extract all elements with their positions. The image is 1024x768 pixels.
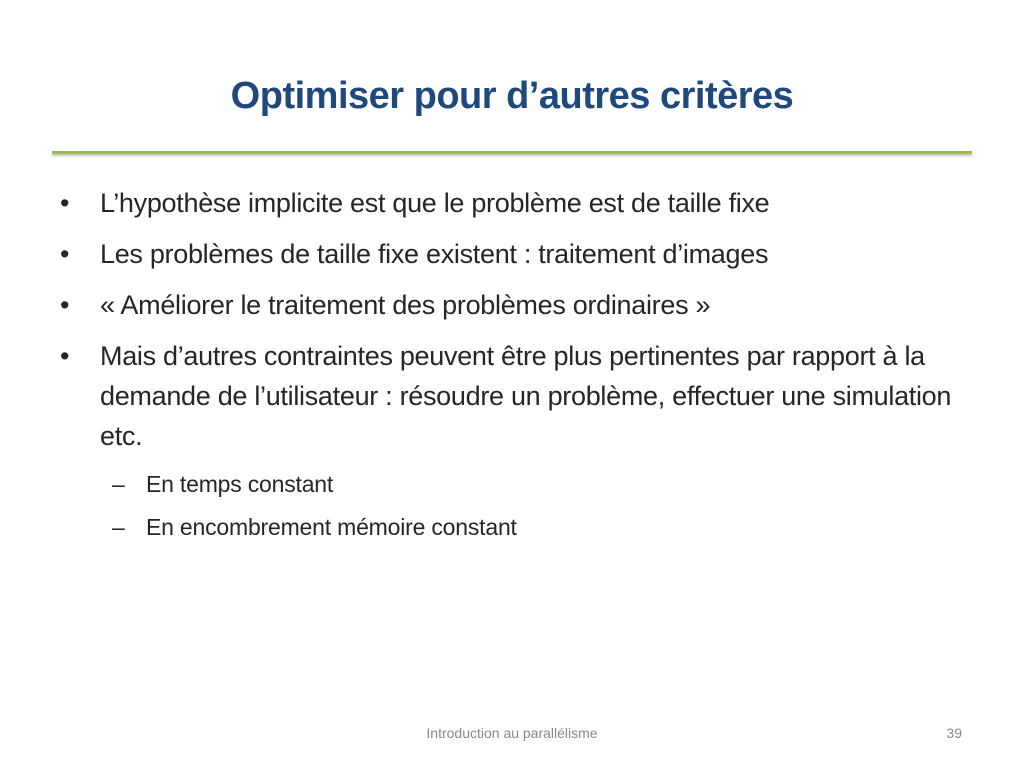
bullet-text: « Améliorer le traitement des problèmes ordinaires » xyxy=(100,290,711,320)
slide-footer: Introduction au parallélisme xyxy=(426,725,598,741)
bullet-item xyxy=(58,183,978,223)
title-divider xyxy=(52,151,972,154)
bullet-marker: • xyxy=(60,239,70,269)
bullet-marker: • xyxy=(60,188,70,218)
bullet-text: Mais d’autres contraintes peuvent être plus pertinentes par rapport à la demande de l’utilisateur : résoudre un problème, effectuer une simulation etc. xyxy=(100,341,952,451)
sub-bullet-text: En temps constant xyxy=(146,471,334,497)
sub-bullet-marker: – xyxy=(112,514,125,540)
page-number: 39 xyxy=(946,725,962,741)
slide-body xyxy=(58,183,978,553)
sub-bullet-marker: – xyxy=(112,471,125,497)
bullet-marker: • xyxy=(60,290,70,320)
sub-bullet-text: En encombrement mémoire constant xyxy=(146,514,517,540)
bullet-item xyxy=(58,234,978,274)
sub-bullet-item xyxy=(58,510,978,544)
bullet-item xyxy=(58,336,978,456)
sub-bullet-item xyxy=(58,467,978,501)
bullet-text: Les problèmes de taille fixe existent : traitement d’images xyxy=(100,239,769,269)
slide-title: Optimiser pour d’autres critères xyxy=(230,75,794,117)
bullet-marker: • xyxy=(60,341,70,371)
bullet-item xyxy=(58,285,978,325)
bullet-text: L’hypothèse implicite est que le problème est de taille fixe xyxy=(100,188,770,218)
